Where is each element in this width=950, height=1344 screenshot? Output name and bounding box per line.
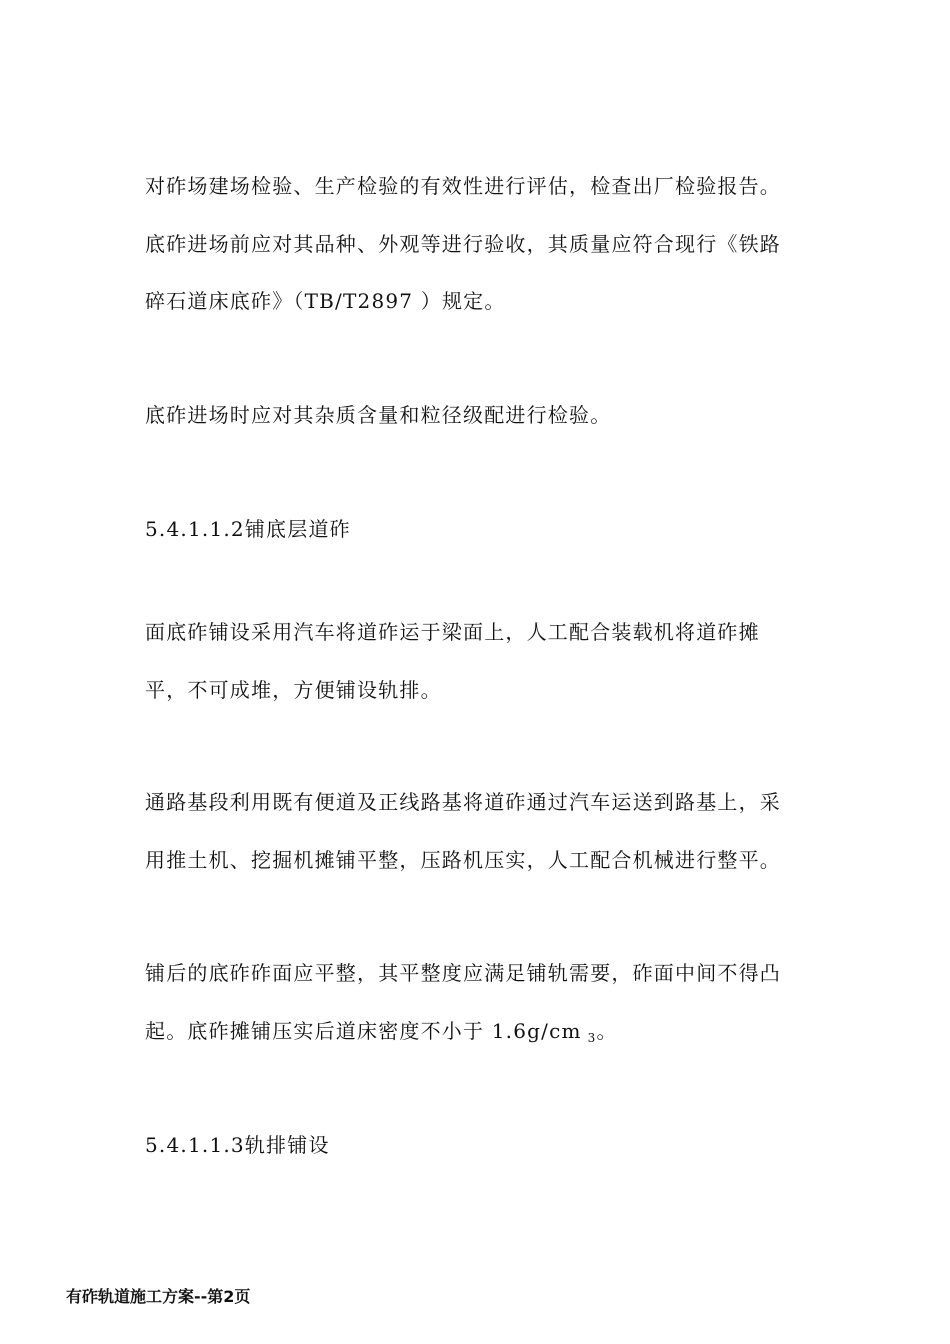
section-heading: 5.4.1.1.3轨排铺设 [145, 1133, 330, 1157]
section-heading: 5.4.1.1.2铺底层道砟 [145, 517, 351, 541]
paragraph-line: 底砟进场时应对其杂质含量和粒径级配进行检验。 [145, 403, 612, 427]
paragraph-line: 用推土机、挖掘机摊铺平整，压路机压实，人工配合机械进行整平。 [145, 848, 781, 872]
paragraph-line: 面底砟铺设采用汽车将道砟运于梁面上，人工配合装载机将道砟摊 [145, 620, 760, 644]
paragraph-line: 铺后的底砟砟面应平整，其平整度应满足铺轨需要，砟面中间不得凸 [145, 961, 781, 985]
unit-superscript: 3 [587, 1031, 597, 1045]
paragraph-line: 平，不可成堆，方便铺设轨排。 [145, 678, 442, 702]
paragraph-line [145, 1017, 618, 1052]
page-footer: 有砟轨道施工方案--第2页 [66, 1287, 251, 1306]
paragraph-line: 通路基段利用既有便道及正线路基将道砟通过汽车运送到路基上，采 [145, 790, 781, 814]
paragraph-line: 对砟场建场检验、生产检验的有效性进行评估，检查出厂检验报告。 [145, 174, 781, 198]
density-text: 起。底砟摊铺压实后道床密度不小于 1.6g/cm [145, 1019, 582, 1043]
paragraph-line: 碎石道床底砟》（TB/T2897 ）规定。 [145, 289, 506, 313]
paragraph-line: 底砟进场前应对其品种、外观等进行验收，其质量应符合现行《铁路 [145, 232, 781, 256]
sentence-end: 。 [596, 1019, 618, 1043]
